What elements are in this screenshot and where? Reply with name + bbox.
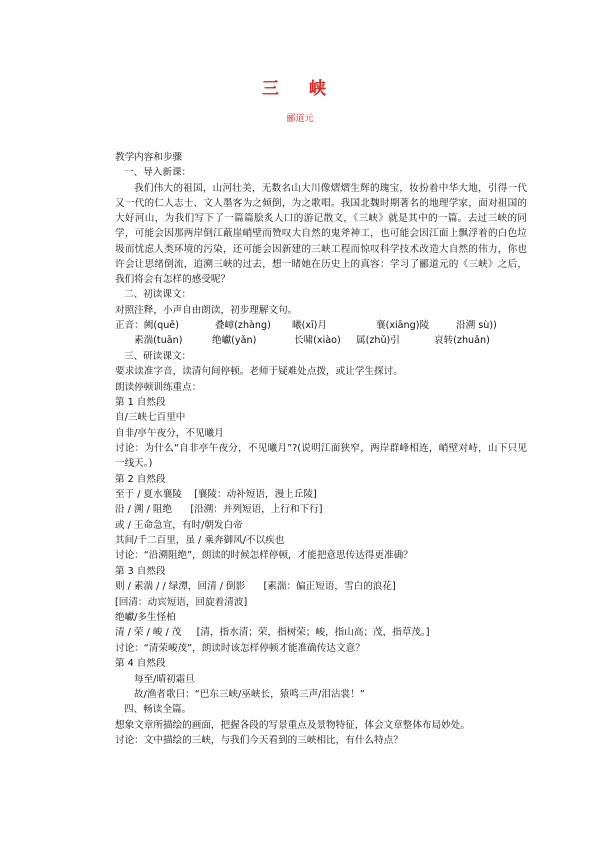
- pron-item: 素湍(tuān): [134, 335, 183, 347]
- paragraph-label: 第 4 自然段: [115, 658, 166, 670]
- author-name: 郦道元: [286, 114, 314, 124]
- pronunciation-row-2: [115, 333, 527, 348]
- section-heading-first-reading: 二、初读课文：: [124, 289, 192, 301]
- pause-line: 绝巘/多生怪柏: [115, 612, 176, 624]
- paragraph-label: 第 2 自然段: [115, 473, 166, 485]
- pron-item: 曦(xī)月: [292, 319, 328, 331]
- section-heading-study: 三、研读课文：: [124, 350, 192, 362]
- study-focus: 朗读停顿训练重点：: [115, 381, 202, 393]
- pause-line: [回清：动宾短语，回旋着清波]: [115, 596, 248, 608]
- section-heading-full-reading: 四、畅读全篇。: [124, 704, 192, 716]
- study-instruction: 要求读准字音，读清句间停顿。老师于疑难处点拨，或让学生探讨。: [115, 366, 403, 378]
- discussion-text: 讨论：“沿溯阻绝”，朗读的时候怎样停顿，才能把意思传达得更准确？: [115, 550, 413, 562]
- discussion-text: 讨论：文中描绘的三峡，与我们今天看到的三峡相比，有什么特点？: [115, 735, 403, 747]
- pron-item: 哀转(zhuǎn): [434, 335, 490, 347]
- pause-line: 自/三峡七百里中: [115, 412, 186, 424]
- intro-paragraph: 我们伟大的祖国，山河壮美，无数名山大川像熠熠生辉的瑰宝，妆扮着中华大地，引得一代又一代的仁人志士、文人墨客为之倾倒，为之歌唱。我国北魏时期著名的地理学家，面对祖国的大好河山，为我们写下了一篇篇脍炙人口的游记散文，《三峡》就是其中的一篇。去过三峡的同学，可能会因那两岸倒江蔽崖峭壁而赞叹大自然的鬼斧神工，也可能会因江面上飘浮着的白色垃圾而忧虑人类环境的污染，还可能会因新建的三峡工程而惊叹科学技术改造大自然的伟力，你也许会让思绪倒流，追溯三峡的过去，想一睹她在历史上的真容：学习了郦道元的《三峡》之后，我们将会有怎样的感受呢？: [115, 182, 527, 285]
- pron-item: 正音：阙(quē): [115, 319, 179, 331]
- steps-heading: 教学内容和步骤: [115, 152, 183, 163]
- pause-line: 自非/亭午夜分，不见曦月: [115, 427, 224, 439]
- pron-item: 属(zhǔ)引: [356, 335, 400, 347]
- pause-line: 至于 / 夏水襄陵 [襄陵：动补短语，漫上丘陵]: [115, 488, 317, 500]
- section-heading-intro: 一、导入新课：: [124, 167, 192, 179]
- pause-line: 沿 / 溯 / 阻绝 [沿溯：并列短语，上行和下行]: [115, 504, 323, 516]
- discussion-text: 讨论：“清荣峻茂”，朗读时该怎样停顿才能准确传达文意？: [115, 642, 365, 654]
- discussion-text: 讨论：为什么“自非亭午夜分，不见曦月”?(说明江面狭窄，两岸群峰相连，峭壁对峙，山下只见一线天。): [115, 443, 527, 470]
- first-reading-instruction: 对照注释，小声自由朗读，初步理解文句。: [115, 304, 298, 316]
- pause-line: 故/渔者歌曰：“巴东三峡/巫峡长，猿鸣三声/泪沾裳！”: [134, 688, 365, 700]
- pron-item: 襄(xiāng)陵: [376, 319, 430, 331]
- pron-item: 叠嶂(zhàng): [215, 319, 271, 331]
- paragraph-label: 第 3 自然段: [115, 565, 166, 577]
- pause-line: 或 / 王命急宣，有时/朝发白帝: [115, 519, 243, 531]
- full-reading-instruction: 想象文章所描绘的画面，把握各段的写景重点及景物特征，体会文章整体布局妙处。: [115, 719, 470, 731]
- pron-item: 绝巘(yǎn): [212, 335, 257, 347]
- paragraph-label: 第 1 自然段: [115, 396, 166, 408]
- document-title: 三 峡: [262, 79, 338, 99]
- pause-line: 其间/千二百里，虽 / 乘奔御风/不以疾也: [115, 535, 285, 547]
- lesson-body: [115, 150, 527, 749]
- pause-line: 每至/晴初霜旦: [134, 673, 195, 685]
- pron-item: 沿溯 sù)): [456, 319, 497, 331]
- pronunciation-row-1: [115, 318, 527, 333]
- pause-line: 清 / 荣 / 峻 / 茂 [清，指水清；荣，指树荣；峻，指山高；茂，指草茂。]: [115, 627, 430, 639]
- pron-item: 长啸(xiào): [294, 335, 341, 347]
- pause-line: 则 / 素湍 / / 绿潭，回清 / 倒影 [素湍：偏正短语，雪白的浪花]: [115, 581, 396, 593]
